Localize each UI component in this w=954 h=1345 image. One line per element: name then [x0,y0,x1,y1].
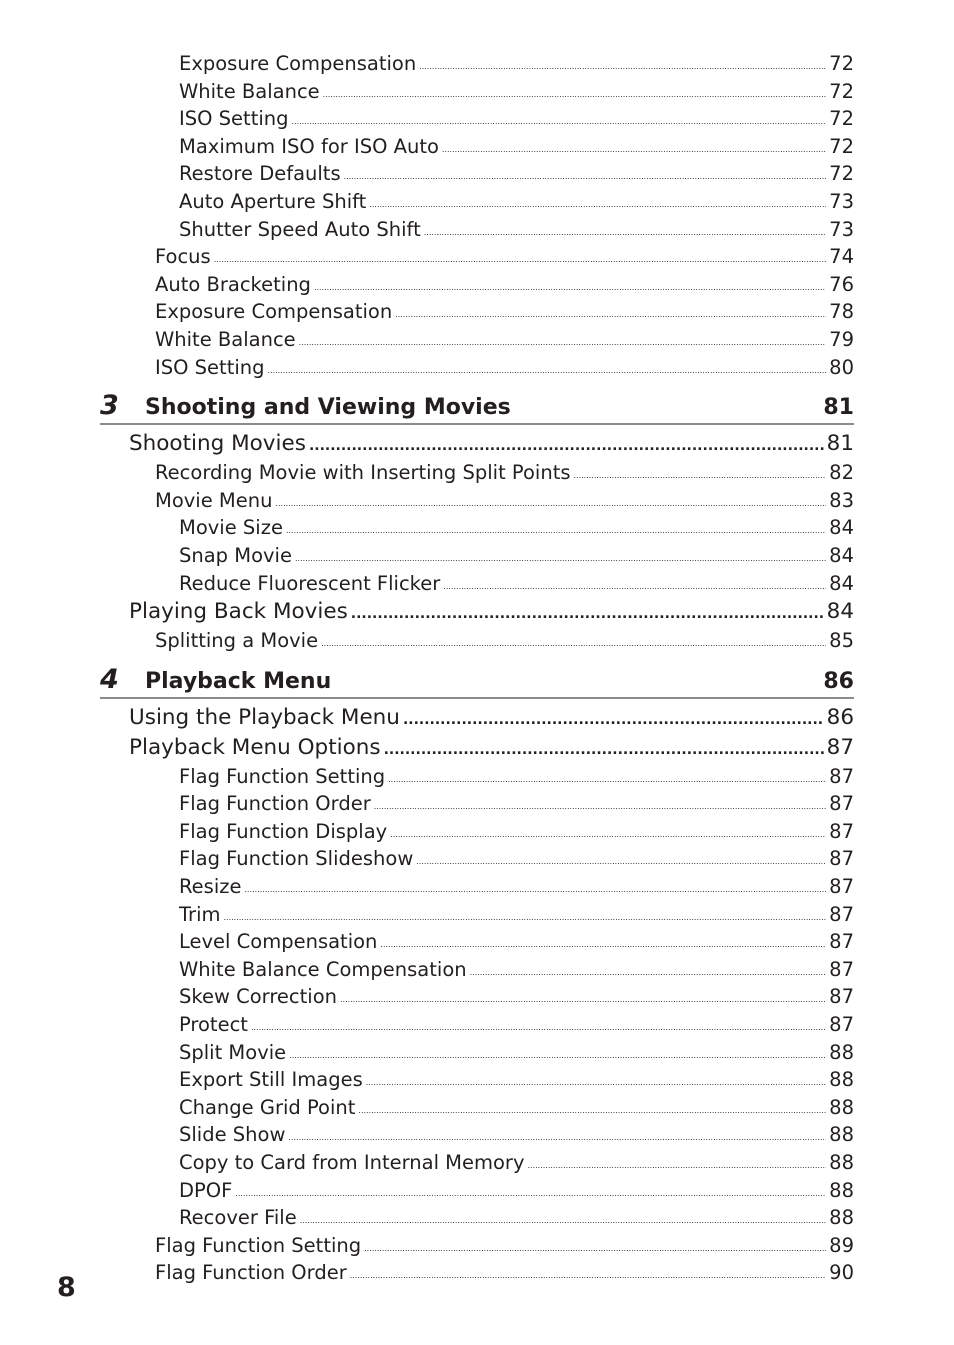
toc-entry-page: 86 [826,704,854,730]
dot-leader [366,1078,826,1087]
chapter-number: 4 [100,663,119,695]
dot-leader [369,200,826,209]
dot-leader [214,255,826,264]
toc-entry-page: 84 [826,599,854,625]
toc-entry-title: DPOF [179,1178,233,1202]
toc-entry-page: 81 [826,431,854,457]
toc-entry[interactable] [0,135,954,163]
toc-entry-page: 88 [829,1068,854,1092]
dot-leader [351,606,824,622]
toc-entry-page: 72 [829,134,854,158]
chapter-page: 81 [823,395,854,421]
dot-leader [380,940,826,949]
toc-entry-page: 88 [829,1095,854,1119]
toc-entry-page: 88 [829,1206,854,1230]
dot-leader [424,228,826,237]
toc-entry[interactable] [0,300,954,328]
toc-entry-title: Level Compensation [179,930,378,954]
toc-entry-page: 73 [829,189,854,213]
dot-leader [286,526,826,535]
toc-entry-page: 90 [829,1261,854,1285]
toc-entry-title: Change Grid Point [179,1095,356,1119]
toc-entry-title: ISO Setting [155,355,265,379]
toc-entry[interactable] [0,431,954,461]
toc-entry[interactable] [0,1206,954,1234]
toc-entry[interactable] [0,930,954,958]
dot-leader [223,913,826,922]
toc-entry-title: Shutter Speed Auto Shift [179,217,421,241]
toc-entry-page: 89 [829,1233,854,1257]
dot-leader [384,742,824,758]
dot-leader [528,1161,827,1170]
toc-entry[interactable] [0,705,954,735]
toc-entry[interactable] [0,735,954,765]
toc-entry-title: White Balance Compensation [179,957,467,981]
toc-entry-page: 88 [829,1123,854,1147]
toc-entry[interactable] [0,820,954,848]
toc-entry-title: Skew Correction [179,985,337,1009]
toc-entry-title: Recording Movie with Inserting Split Points [155,461,571,485]
toc-entry-page: 87 [829,847,854,871]
dot-leader [323,90,827,99]
dot-leader [288,1133,826,1142]
dot-leader [395,310,826,319]
chapter-heading-4[interactable] [100,665,854,699]
toc-entry-title: Trim [179,902,221,926]
toc-entry[interactable] [0,356,954,384]
toc-section-continued [0,52,954,383]
dot-leader [268,366,827,375]
dot-leader [340,995,826,1004]
toc-entry-page: 87 [829,985,854,1009]
dot-leader [350,1271,826,1280]
toc-entry[interactable] [0,489,954,517]
dot-leader [314,283,826,292]
toc-entry[interactable] [0,328,954,356]
toc-entry-page: 87 [829,792,854,816]
toc-entry-title: Auto Bracketing [155,272,311,296]
toc-entry-title: Movie Size [179,516,283,540]
toc-entry-title: Flag Function Order [155,1261,347,1285]
toc-entry[interactable] [0,1013,954,1041]
toc-entry[interactable] [0,218,954,246]
dot-leader [235,1189,826,1198]
toc-entry-title: Copy to Card from Internal Memory [179,1151,525,1174]
chapter-title: Playback Menu [145,668,332,694]
toc-entry-page: 85 [829,629,854,653]
toc-entry[interactable] [0,572,954,600]
toc-entry-page: 76 [829,272,854,296]
toc-entry[interactable] [0,245,954,273]
dot-leader [295,554,826,563]
toc-entry-title: Flag Function Display [179,819,388,843]
toc-entry-title: Maximum ISO for ISO Auto [179,134,439,158]
toc-entry[interactable] [0,1179,954,1207]
toc-entry[interactable] [0,190,954,218]
toc-entry[interactable] [0,273,954,301]
toc-entry-title: Flag Function Setting [155,1233,362,1257]
toc-entry-page: 72 [829,79,854,103]
toc-entry[interactable] [0,107,954,135]
dot-leader [275,499,826,508]
toc-entry[interactable] [0,599,954,629]
dot-leader [244,885,826,894]
page-number: 8 [57,1272,76,1303]
chapter-number: 3 [100,390,119,422]
toc-entry-page: 87 [829,1013,854,1037]
toc-entry-page: 78 [829,300,854,324]
toc-entry[interactable] [0,461,954,489]
toc-entry-page: 87 [829,764,854,788]
toc-entry-page: 87 [829,930,854,954]
dot-leader [251,1023,826,1032]
toc-entry-page: 87 [826,734,854,760]
toc-entry-page: 79 [829,327,854,351]
toc-entry[interactable] [0,1234,954,1262]
toc-entry-title: Protect [179,1013,248,1037]
toc-entry-page: 84 [829,571,854,595]
toc-entry-page: 84 [829,543,854,567]
toc-entry-page: 74 [829,245,854,269]
dot-leader [403,712,824,728]
toc-entry-page: 87 [829,957,854,981]
dot-leader [470,968,827,977]
toc-entry-page: 72 [829,162,854,186]
toc-entry-title: Slide Show [179,1123,286,1147]
dot-leader [443,582,826,591]
toc-entry-page: 80 [829,355,854,379]
chapter-title: Shooting and Viewing Movies [145,395,511,421]
toc-entry-page: 88 [829,1178,854,1202]
toc-entry-title: Restore Defaults [179,162,341,186]
toc-entry[interactable] [0,516,954,544]
toc-entry-page: 83 [829,488,854,512]
toc-entry-page: 87 [829,819,854,843]
toc-entry[interactable] [0,958,954,986]
dot-leader [292,117,827,126]
toc-entry-title: Split Movie [179,1040,287,1064]
toc-chapter-4-entries [0,705,954,1289]
toc-entry[interactable] [0,544,954,572]
toc-entry[interactable] [0,765,954,793]
toc-entry-title: Flag Function Order [179,792,371,816]
toc-entry-page: 84 [829,516,854,540]
toc-entry[interactable] [0,847,954,875]
toc-entry[interactable] [0,162,954,190]
toc-entry-title: Flag Function Setting [179,764,386,788]
toc-entry-title: White Balance [155,327,296,351]
toc-entry-page: 88 [829,1151,854,1174]
toc-entry[interactable] [0,1068,954,1096]
dot-leader [299,338,827,347]
toc-entry[interactable] [0,629,954,657]
toc-entry[interactable] [0,1151,954,1179]
toc-entry-title: Flag Function Slideshow [179,847,414,871]
toc-entry-title: Playback Menu Options [129,734,381,760]
toc-entry-title: Auto Aperture Shift [179,189,367,213]
dot-leader [358,1106,826,1115]
toc-entry-page: 87 [829,875,854,899]
toc-entry-page: 87 [829,902,854,926]
toc-entry-page: 88 [829,1040,854,1064]
toc-entry-title: Playing Back Movies [129,599,348,625]
toc-entry-title: Using the Playback Menu [129,704,400,730]
toc-entry[interactable] [0,903,954,931]
dot-leader [309,438,824,454]
dot-leader [416,857,826,866]
toc-entry[interactable] [0,1123,954,1151]
toc-entry[interactable] [0,1096,954,1124]
toc-entry[interactable] [0,875,954,903]
dot-leader [442,145,826,154]
toc-entry-title: ISO Setting [179,107,289,131]
toc-entry-title: Recover File [179,1206,297,1230]
toc-entry[interactable] [0,52,954,80]
toc-entry-title: Exposure Compensation [179,52,417,75]
toc-entry-page: 72 [829,107,854,131]
toc-entry-title: Splitting a Movie [155,629,319,653]
toc-chapter-3-entries [0,431,954,657]
dot-leader [321,639,826,648]
toc-entry-title: Movie Menu [155,488,273,512]
dot-leader [388,775,826,784]
toc-entry-page: 82 [829,461,854,485]
dot-leader [390,830,826,839]
toc-entry-title: Export Still Images [179,1068,363,1092]
toc-entry[interactable] [0,1041,954,1069]
dot-leader [364,1244,826,1253]
dot-leader [289,1051,826,1060]
toc-entry-title: White Balance [179,79,320,103]
dot-leader [344,172,827,181]
dot-leader [300,1216,826,1225]
toc-entry-title: Snap Movie [179,543,292,567]
toc-entry[interactable] [0,1261,954,1289]
chapter-heading-3[interactable] [100,391,854,425]
toc-entry-page: 72 [829,52,854,75]
dot-leader [574,471,827,480]
table-of-contents [0,52,954,1289]
toc-entry-title: Focus [155,245,211,269]
toc-entry-title: Exposure Compensation [155,300,393,324]
toc-entry[interactable] [0,792,954,820]
chapter-page: 86 [823,668,854,694]
toc-entry-page: 73 [829,217,854,241]
toc-entry[interactable] [0,80,954,108]
dot-leader [374,802,826,811]
toc-entry-title: Shooting Movies [129,431,306,457]
toc-entry[interactable] [0,985,954,1013]
toc-entry-title: Resize [179,875,242,899]
toc-entry-title: Reduce Fluorescent Flicker [179,571,441,595]
dot-leader [419,62,826,71]
